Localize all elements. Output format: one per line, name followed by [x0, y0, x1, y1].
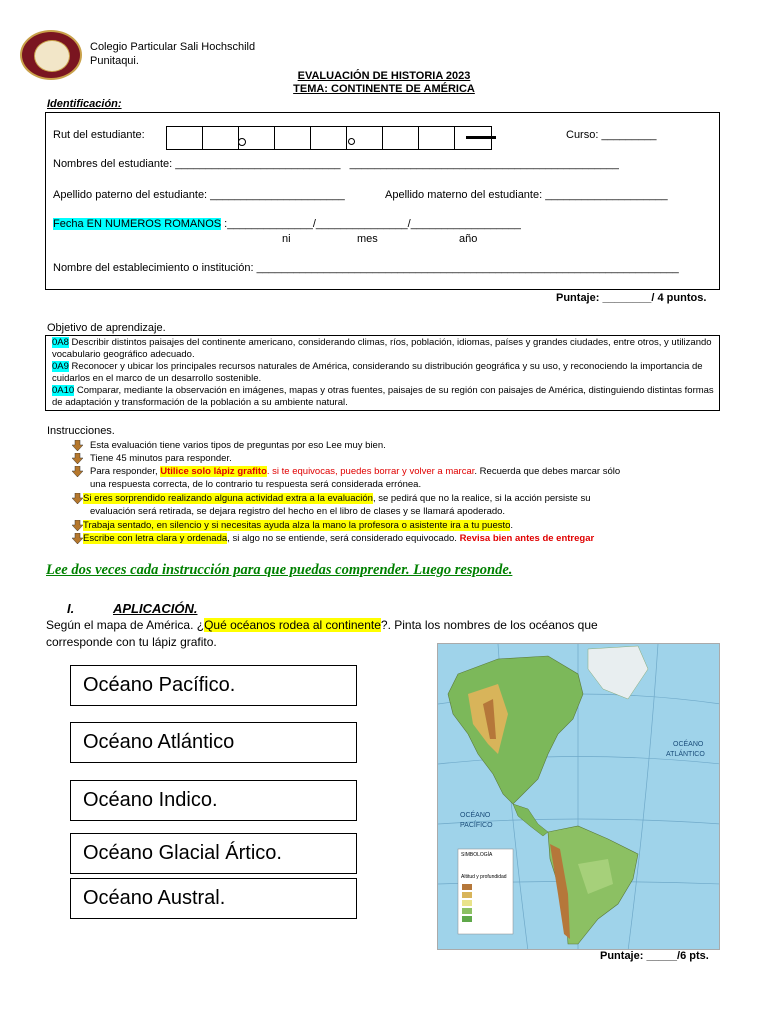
instruccion-3-cont: una respuesta correcta, de lo contrario tu respuesta será considerada errónea. [90, 479, 422, 490]
objetivo-item: 0A10 Comparar, mediante la observación en imágenes, mapas y otras fuentes, paisajes de su región con paisajes de América, distinguiendo distintas formas de adaptación y transformación de la población a su ambiente natural. [52, 385, 714, 408]
rut-dash [466, 136, 496, 139]
option-atlantico[interactable]: Océano Atlántico [70, 722, 357, 763]
lee-instruction: Lee dos veces cada instrucción para que puedas comprender. Luego responde. [46, 562, 513, 578]
rut-grid[interactable] [166, 126, 492, 150]
objetivo-item: 0A8 Describir distintos paisajes del continente americano, considerando climas, ríos, población, idiomas, países y grandes ciudades, entre otros, y utilizando vocabulario geográfico adecuado. [52, 337, 712, 360]
nombres-field[interactable]: Nombres del estudiante: ___________________________ ____________________________________________ [53, 158, 619, 170]
school-name: Colegio Particular Sali Hochschild [90, 41, 256, 53]
map-label-pacifico: PACÍFICO [460, 822, 493, 829]
section-title: APLICACIÓN. [113, 601, 198, 616]
objetivo-item: 0A9 Reconocer y ubicar los principales recursos naturales de América, considerando su distribución geográfica y su uso, y reconociendo la importancia de cuidarlos en el marco de un desarrollo sostenible. [52, 361, 703, 384]
fecha-field[interactable] [53, 218, 521, 230]
map-legend-title: SIMBOLOGÍA [461, 852, 493, 858]
america-map-drawing [438, 644, 720, 950]
identificacion-heading: Identificación: [47, 98, 122, 110]
page-subtitle: TEMA: CONTINENTE DE AMÉRICA [293, 83, 475, 95]
instrucciones-heading: Instrucciones. [47, 425, 115, 437]
question-text: Según el mapa de América. ¿Qué océanos rodea al continente?. Pinta los nombres de los océanos que [46, 618, 598, 632]
instruccion-3: Para responder, Utilice solo lápiz grafito. si te equivocas, puedes borrar y volver a marcar. Recuerda que debes marcar sólo [90, 466, 621, 477]
page-title: EVALUACIÓN DE HISTORIA 2023 [297, 70, 471, 82]
america-map [437, 643, 720, 950]
fecha-ano: año [459, 233, 478, 245]
objetivo-heading: Objetivo de aprendizaje. [47, 322, 166, 334]
fecha-label: Fecha EN NUMEROS ROMANOS [53, 218, 222, 230]
puntaje-seccion: Puntaje: _____/6 pts. [600, 950, 709, 962]
rut-dot [238, 138, 246, 146]
curso-field[interactable]: Curso: _________ [566, 129, 657, 141]
rut-label: Rut del estudiante: [53, 129, 145, 141]
arrow-bullet-icon [72, 440, 83, 451]
arrow-bullet-icon [72, 453, 83, 464]
map-legend-subtitle: Altitud y profundidad [461, 874, 507, 880]
establecimiento-field[interactable]: Nombre del establecimiento o institución: _____________________________________________________________________ [53, 262, 679, 274]
question-text-cont: corresponde con tu lápiz grafito. [46, 635, 217, 649]
instruccion-5: Trabaja sentado, en silencio y si necesitas ayuda alza la mano la profesora o asistente ira a tu puesto. [83, 520, 514, 531]
arrow-bullet-icon [72, 520, 83, 531]
option-artico[interactable]: Océano Glacial Ártico. [70, 833, 357, 874]
fecha-mes: mes [357, 233, 378, 245]
instruccion-2: Tiene 45 minutos para responder. [90, 453, 232, 464]
instruccion-6: Escribe con letra clara y ordenada, si algo no se entiende, será considerado equivocado. Revisa bien antes de entregar [83, 533, 595, 544]
section-number: I. [67, 601, 75, 616]
fecha-blanks: :______________/_______________/__________________ [221, 218, 521, 230]
apellido-materno-field[interactable]: Apellido materno del estudiante: ____________________ [385, 189, 668, 201]
arrow-bullet-icon [72, 493, 83, 504]
school-city: Punitaqui. [90, 55, 139, 67]
rut-dot [348, 138, 355, 145]
map-label-atlantico: OCÉANO [673, 741, 704, 748]
instruccion-4: Si eres sorprendido realizando alguna actividad extra a la evaluación, se pedirá que no la realice, si la acción persiste su [83, 493, 591, 504]
instruccion-4-cont: evaluación será retirada, se dejara registro del hecho en el libro de clases y se llamará apoderado. [90, 506, 506, 517]
apellido-paterno-field[interactable]: Apellido paterno del estudiante: ______________________ [53, 189, 345, 201]
instruccion-1: Esta evaluación tiene varios tipos de preguntas por eso Lee muy bien. [90, 440, 386, 451]
map-label-pacifico: OCÉANO [460, 812, 491, 819]
option-indico[interactable]: Océano Indico. [70, 780, 357, 821]
fecha-dia: ni [282, 233, 291, 245]
option-austral[interactable]: Océano Austral. [70, 878, 357, 919]
map-label-atlantico: ATLÁNTICO [666, 751, 705, 758]
arrow-bullet-icon [72, 466, 83, 477]
puntaje-identificacion: Puntaje: ________/ 4 puntos. [556, 292, 707, 304]
arrow-bullet-icon [72, 533, 83, 544]
option-pacifico[interactable]: Océano Pacífico. [70, 665, 357, 706]
